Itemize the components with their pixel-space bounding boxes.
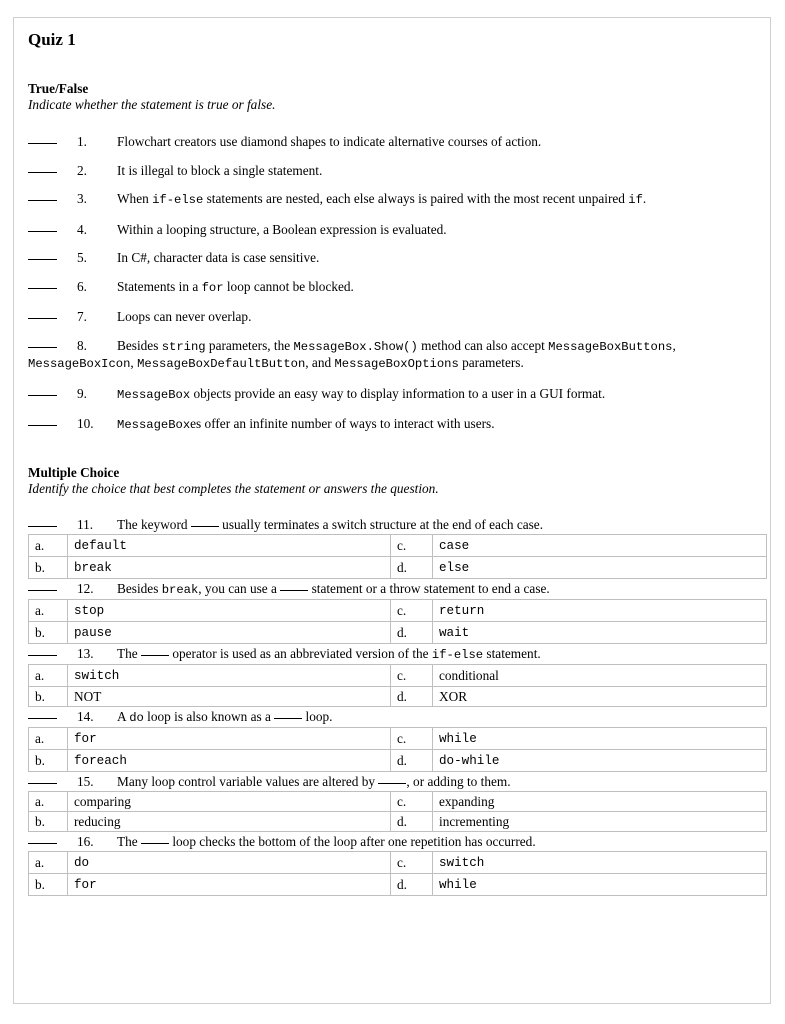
choice-label[interactable]: a. (29, 534, 68, 556)
question-number: 11. (77, 516, 94, 532)
choice-label[interactable]: b. (29, 749, 68, 771)
choice-label[interactable]: c. (391, 599, 433, 621)
text-span: , or adding to them. (406, 773, 511, 789)
choice-option[interactable] (433, 686, 767, 706)
section-heading-multiple-choice: Multiple Choice (28, 464, 120, 480)
table-row (29, 749, 767, 771)
choice-label[interactable]: c. (391, 534, 433, 556)
choice-option[interactable] (68, 534, 391, 556)
code-span: MessageBoxOptions (334, 357, 459, 371)
text-span: , (672, 337, 676, 353)
answer-blank[interactable] (28, 590, 57, 591)
choice-label[interactable]: b. (29, 873, 68, 895)
choice-option[interactable] (68, 727, 391, 749)
choice-option[interactable] (433, 873, 767, 895)
section-directions-multiple-choice: Identify the choice that best completes the statement or answers the question. (28, 480, 439, 496)
question-stem (28, 774, 756, 790)
code-span: MessageBox.Show() (293, 339, 418, 354)
code-span: break (161, 582, 199, 597)
choice-text: reducing (74, 813, 121, 829)
choice-text: stop (74, 603, 105, 618)
multiple-choice-question (28, 774, 756, 832)
question-number: 10. (77, 416, 94, 431)
true-false-question (28, 250, 756, 266)
true-false-question (28, 309, 756, 325)
answer-blank[interactable] (28, 318, 57, 319)
text-span: usually terminates a switch structure at the end of each case. (218, 516, 544, 532)
text-span: statement. (483, 645, 541, 661)
answer-blank[interactable] (28, 288, 57, 289)
question-stem (28, 517, 756, 533)
text-span: , (130, 355, 138, 370)
choice-text: case (439, 538, 470, 553)
answer-blank[interactable] (28, 843, 57, 844)
choice-text: expanding (439, 793, 495, 809)
question-number: 16. (77, 833, 94, 849)
multiple-choice-question-list (28, 517, 756, 896)
choice-text: XOR (439, 688, 468, 704)
choice-option[interactable] (68, 621, 391, 643)
choice-option[interactable] (68, 811, 391, 831)
choices-table (28, 599, 767, 644)
text-span: method can also accept (417, 337, 549, 353)
answer-blank[interactable] (28, 718, 57, 719)
choice-text: for (74, 877, 97, 892)
text-span: statement or a throw statement to end a case. (308, 580, 550, 596)
question-number: 1. (77, 134, 87, 149)
choice-option[interactable] (68, 556, 391, 578)
table-row (29, 851, 767, 873)
choice-label[interactable]: c. (391, 791, 433, 811)
choice-text: comparing (74, 793, 131, 809)
section-multiple-choice (28, 465, 756, 497)
question-number: 13. (77, 645, 94, 661)
choice-option[interactable] (68, 686, 391, 706)
question-number: 2. (77, 162, 87, 178)
answer-blank (141, 655, 169, 656)
choice-text: default (74, 538, 127, 553)
choice-option[interactable] (433, 599, 767, 621)
multiple-choice-question (28, 709, 756, 772)
choice-label[interactable]: d. (391, 811, 433, 831)
true-false-question (28, 134, 756, 150)
text-span: The keyword (117, 516, 191, 532)
choice-option[interactable] (68, 791, 391, 811)
choice-option[interactable] (433, 727, 767, 749)
text-span: Loops can never overlap. (117, 309, 252, 324)
choices-table (28, 727, 767, 772)
choice-option[interactable] (433, 534, 767, 556)
text-span: , and (305, 355, 335, 370)
question-number: 4. (77, 221, 87, 237)
choice-label[interactable]: d. (391, 686, 433, 706)
page-title: Quiz 1 (28, 30, 76, 49)
choice-option[interactable] (433, 621, 767, 643)
true-false-question (28, 279, 756, 297)
choice-option[interactable] (433, 556, 767, 578)
table-row (29, 811, 767, 831)
table-row (29, 621, 767, 643)
choice-option[interactable] (433, 749, 767, 771)
answer-blank[interactable] (28, 655, 57, 656)
table-row (29, 791, 767, 811)
choice-text: do-while (439, 753, 500, 768)
text-span: es offer an infinite number of ways to interact with users. (190, 416, 495, 431)
true-false-question-list (28, 134, 756, 434)
answer-blank (274, 718, 302, 719)
text-span: . (642, 191, 647, 206)
choice-option[interactable] (433, 851, 767, 873)
choice-text: break (74, 560, 112, 575)
choice-label[interactable]: a. (29, 791, 68, 811)
question-number: 7. (77, 309, 87, 324)
text-span: Besides (117, 580, 162, 596)
choice-text: switch (439, 855, 485, 870)
code-span: MessageBoxIcon (28, 357, 131, 371)
choice-text: for (74, 731, 97, 746)
choice-label[interactable]: a. (29, 599, 68, 621)
table-row (29, 727, 767, 749)
code-span: if-else (431, 647, 484, 662)
true-false-question (28, 338, 756, 373)
answer-blank[interactable] (28, 231, 57, 232)
answer-blank[interactable] (28, 347, 57, 348)
choice-label[interactable]: c. (391, 851, 433, 873)
text-span: loop. (302, 708, 333, 724)
multiple-choice-question (28, 581, 756, 644)
choice-text: wait (439, 625, 470, 640)
multiple-choice-question (28, 834, 756, 896)
question-number: 14. (77, 708, 94, 724)
text-span: In C#, character data is case sensitive. (117, 250, 320, 265)
section-directions-true-false: Indicate whether the statement is true or false. (28, 97, 276, 112)
page-content (14, 18, 770, 896)
text-span: objects provide an easy way to display information to a user in a GUI format. (190, 385, 606, 401)
choice-label[interactable]: d. (391, 556, 433, 578)
text-span: loop checks the bottom of the loop after one repetition has occurred. (169, 833, 536, 849)
choice-label[interactable]: b. (29, 556, 68, 578)
question-stem (28, 646, 756, 663)
answer-blank[interactable] (28, 259, 57, 260)
text-span: loop is also known as a (143, 708, 275, 724)
question-stem (28, 709, 756, 726)
choice-text: foreach (74, 753, 127, 768)
choice-label[interactable]: a. (29, 727, 68, 749)
choice-option[interactable] (68, 664, 391, 686)
table-row (29, 873, 767, 895)
text-span: Statements in a (117, 278, 202, 294)
choice-text: conditional (439, 667, 499, 683)
answer-blank[interactable] (28, 526, 57, 527)
table-row (29, 556, 767, 578)
question-number: 8. (77, 337, 87, 353)
text-span: , you can use a (198, 580, 281, 596)
choice-option[interactable] (68, 749, 391, 771)
choice-text: do (74, 855, 90, 870)
text-span: parameters. (458, 355, 524, 370)
true-false-question (28, 222, 756, 238)
choice-option[interactable] (433, 664, 767, 686)
text-span: It is illegal to block a single statement. (117, 162, 323, 178)
text-span: statements are nested, each else always is paired with the most recent unpaired (203, 191, 629, 206)
question-stem (28, 581, 756, 598)
text-span: Flowchart creators use diamond shapes to indicate alternative courses of action. (117, 134, 542, 149)
true-false-question (28, 191, 756, 209)
text-span: The (117, 645, 141, 661)
choice-label[interactable]: a. (29, 851, 68, 873)
table-row (29, 534, 767, 556)
choice-option[interactable] (433, 791, 767, 811)
question-number: 9. (77, 385, 87, 401)
answer-blank[interactable] (28, 395, 57, 396)
text-span: Besides (117, 337, 162, 353)
choices-table (28, 791, 767, 832)
code-span: if (628, 193, 643, 207)
text-span: Many loop control variable values are altered by (117, 773, 379, 789)
code-span: string (161, 339, 206, 354)
true-false-question (28, 416, 756, 434)
choice-text: while (439, 731, 477, 746)
code-span: MessageBoxDefaultButton (137, 357, 306, 371)
answer-blank (378, 783, 406, 784)
choices-table (28, 851, 767, 896)
multiple-choice-question (28, 517, 756, 579)
section-heading-true-false: True/False (28, 81, 89, 96)
choice-label[interactable]: a. (29, 664, 68, 686)
choice-text: else (439, 560, 470, 575)
choice-text: while (439, 877, 477, 892)
question-number: 5. (77, 250, 87, 265)
question-number: 15. (77, 773, 94, 789)
choice-label[interactable]: b. (29, 621, 68, 643)
table-row (29, 664, 767, 686)
answer-blank (141, 843, 169, 844)
code-span: MessageBox (117, 418, 191, 432)
code-span: MessageBox (117, 387, 191, 402)
quiz-page (13, 17, 771, 1004)
choices-table (28, 664, 767, 707)
choice-label[interactable]: c. (391, 727, 433, 749)
question-number: 6. (77, 278, 87, 294)
answer-blank[interactable] (28, 200, 57, 201)
question-stem (28, 834, 756, 850)
choice-label[interactable]: d. (391, 621, 433, 643)
answer-blank[interactable] (28, 143, 57, 144)
choice-text: switch (74, 668, 120, 683)
answer-blank[interactable] (28, 783, 57, 784)
choice-option[interactable] (433, 811, 767, 831)
multiple-choice-question (28, 646, 756, 707)
choice-label[interactable]: c. (391, 664, 433, 686)
text-span: Within a looping structure, a Boolean expression is evaluated. (117, 221, 447, 237)
answer-blank[interactable] (28, 172, 57, 173)
text-span: The (117, 833, 141, 849)
true-false-question (28, 386, 756, 404)
choice-option[interactable] (68, 599, 391, 621)
table-row (29, 686, 767, 706)
answer-blank[interactable] (28, 425, 57, 426)
choice-label[interactable]: d. (391, 873, 433, 895)
text-span: When (117, 191, 153, 206)
code-span: if-else (152, 193, 204, 207)
choice-text: return (439, 603, 485, 618)
code-span: for (201, 280, 224, 295)
choice-label[interactable]: d. (391, 749, 433, 771)
table-row (29, 599, 767, 621)
choice-text: pause (74, 625, 112, 640)
choice-text: incrementing (439, 813, 510, 829)
question-number: 3. (77, 191, 87, 206)
choice-label[interactable]: b. (29, 811, 68, 831)
true-false-question (28, 163, 756, 179)
question-number: 12. (77, 580, 94, 596)
code-span: do (129, 710, 144, 725)
code-span: MessageBoxButtons (548, 339, 673, 354)
answer-blank (191, 526, 219, 527)
choice-label[interactable]: b. (29, 686, 68, 706)
answer-blank (280, 590, 308, 591)
text-span: A (117, 708, 130, 724)
section-true-false (28, 81, 756, 113)
choice-option[interactable] (68, 851, 391, 873)
text-span: loop cannot be blocked. (223, 278, 354, 294)
choices-table (28, 534, 767, 579)
choice-text: NOT (74, 688, 102, 704)
choice-option[interactable] (68, 873, 391, 895)
text-span: operator is used as an abbreviated version of the (169, 645, 432, 661)
text-span: parameters, the (205, 337, 294, 353)
